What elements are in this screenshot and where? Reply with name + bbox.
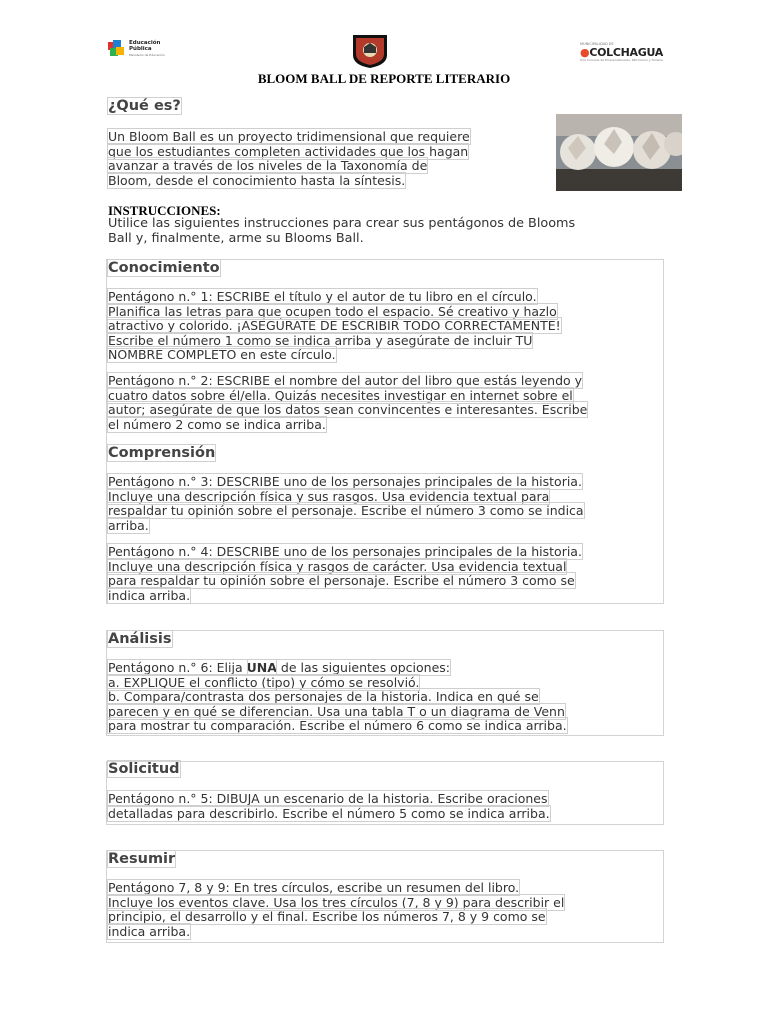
comprension-p2 bbox=[108, 545, 582, 603]
text-line: arriba. bbox=[108, 517, 149, 533]
text-line: Incluye una descripción física y sus rasgos. Usa evidencia textual para bbox=[108, 488, 550, 504]
text-line: Pentágono n.° 1: ESCRIBE el título y el autor de tu libro en el círculo. bbox=[108, 289, 537, 304]
section-heading-solicitud: Solicitud bbox=[108, 761, 180, 777]
analisis-line1-post: de las siguientes opciones: bbox=[276, 660, 451, 675]
text-line: a. EXPLIQUE el conflicto (tipo) y cómo se resolvió. bbox=[108, 674, 420, 690]
instructions-text bbox=[108, 217, 575, 246]
logo-right-tag: Una Comuna de Emprendimiento, Patrimonio y Turismo bbox=[580, 58, 664, 62]
text-line: para mostrar tu comparación. Escribe el número 6 como se indica arriba. bbox=[108, 718, 567, 733]
logo-right-small: MUNICIPALIDAD DE bbox=[580, 42, 614, 46]
text-line: NOMBRE COMPLETO en este círculo. bbox=[108, 347, 336, 362]
text-line: Pentágono n.° 5: DIBUJA un escenario de la historia. Escribe oraciones bbox=[108, 791, 548, 806]
conocimiento-p2 bbox=[108, 374, 587, 432]
text-line: Planifica las letras para que ocupen todo el espacio. Sé creativo y hazlo bbox=[108, 303, 557, 319]
text-line: Pentágono n.° 4: DESCRIBE uno de los personajes principales de la historia. bbox=[108, 544, 582, 559]
logo-left-line2: Pública bbox=[129, 46, 152, 52]
text-line: Pentágono n.° 3: DESCRIBE uno de los personajes principales de la historia. bbox=[108, 474, 582, 489]
analisis-line1-pre: Pentágono n.° 6: Elija bbox=[108, 660, 247, 675]
resumir-text bbox=[108, 881, 564, 939]
analisis-line1-bold: UNA bbox=[246, 660, 277, 675]
colchagua-c-icon: ● bbox=[580, 46, 590, 59]
intro-text bbox=[108, 130, 470, 188]
text-line: detalladas para describirlo. Escribe el número 5 como se indica arriba. bbox=[108, 805, 550, 821]
intro-line: avanzar a través de los niveles de la Taxonomía de bbox=[108, 158, 428, 173]
text-line: cuatro datos sobre él/ella. Quizás necesites investigar en internet sobre el bbox=[108, 387, 573, 403]
text-line: el número 2 como se indica arriba. bbox=[108, 416, 326, 432]
bloom-ball-photo bbox=[556, 114, 682, 191]
text-line: para respaldar tu opinión sobre el personaje. Escribe el número 3 como se bbox=[108, 573, 575, 588]
text-line: Pentágono 7, 8 y 9: En tres círculos, escribe un resumen del libro. bbox=[108, 880, 520, 895]
section-heading-resumir: Resumir bbox=[108, 851, 176, 867]
text-line: principio, el desarrollo y el final. Escribe los números 7, 8 y 9 como se bbox=[108, 909, 546, 924]
intro-line: Bloom, desde el conocimiento hasta la síntesis. bbox=[108, 172, 406, 188]
logo-right-name: COLCHAGUA bbox=[589, 46, 663, 59]
section-heading-analisis: Análisis bbox=[108, 631, 172, 647]
section-heading-comprension: Comprensión bbox=[108, 445, 216, 461]
school-crest-icon bbox=[350, 33, 390, 69]
colchagua-logo bbox=[580, 42, 670, 62]
intro-line: Un Bloom Ball es un proyecto tridimensional que requiere bbox=[108, 129, 470, 144]
text-line: Pentágono n.° 2: ESCRIBE el nombre del autor del libro que estás leyendo y bbox=[108, 373, 583, 388]
text-line: parecen y en qué se diferencian. Usa una tabla T o un diagrama de Venn bbox=[108, 703, 565, 719]
solicitud-text bbox=[108, 792, 550, 821]
text-line: indica arriba. bbox=[108, 587, 191, 603]
logo-left-line1: Educación bbox=[129, 40, 161, 46]
text-line: Incluye los eventos clave. Usa los tres círculos (7, 8 y 9) para describir el bbox=[108, 894, 565, 910]
page-title: BLOOM BALL DE REPORTE LITERARIO bbox=[257, 71, 511, 86]
text-line: Incluye una descripción física y rasgos de carácter. Usa evidencia textual bbox=[108, 558, 567, 574]
text-line: indica arriba. bbox=[108, 923, 191, 939]
educacion-logo-mark-icon bbox=[108, 40, 126, 58]
text-line: Escribe el número 1 como se indica arriba y asegúrate de incluir TU bbox=[108, 332, 533, 348]
section-heading-conocimiento: Conocimiento bbox=[108, 260, 220, 276]
text-line: b. Compara/contrasta dos personajes de la historia. Indica en qué se bbox=[108, 689, 539, 704]
instructions-line: Utilice las siguientes instrucciones para crear sus pentágonos de Blooms bbox=[108, 216, 576, 231]
text-line: atractivo y colorido. ¡ASEGÚRATE DE ESCRIBIR TODO CORRECTAMENTE! bbox=[108, 318, 561, 333]
comprension-p1 bbox=[108, 475, 584, 533]
intro-heading: ¿Qué es? bbox=[108, 98, 181, 114]
text-line: respaldar tu opinión sobre el personaje. Escribe el número 3 como se indica bbox=[108, 503, 584, 518]
conocimiento-p1 bbox=[108, 290, 561, 363]
instructions-label: INSTRUCCIONES: bbox=[108, 203, 221, 218]
instructions-line: Ball y, finalmente, arme su Blooms Ball. bbox=[108, 230, 364, 246]
text-line: autor; asegúrate de que los datos sean convincentes e interesantes. Escribe bbox=[108, 402, 588, 417]
analisis-text bbox=[108, 661, 567, 734]
logo-left-sub: Ministerio de Educación bbox=[129, 53, 165, 57]
intro-line: que los estudiantes completen actividades que los hagan bbox=[108, 143, 469, 159]
educacion-publica-logo bbox=[108, 38, 178, 62]
